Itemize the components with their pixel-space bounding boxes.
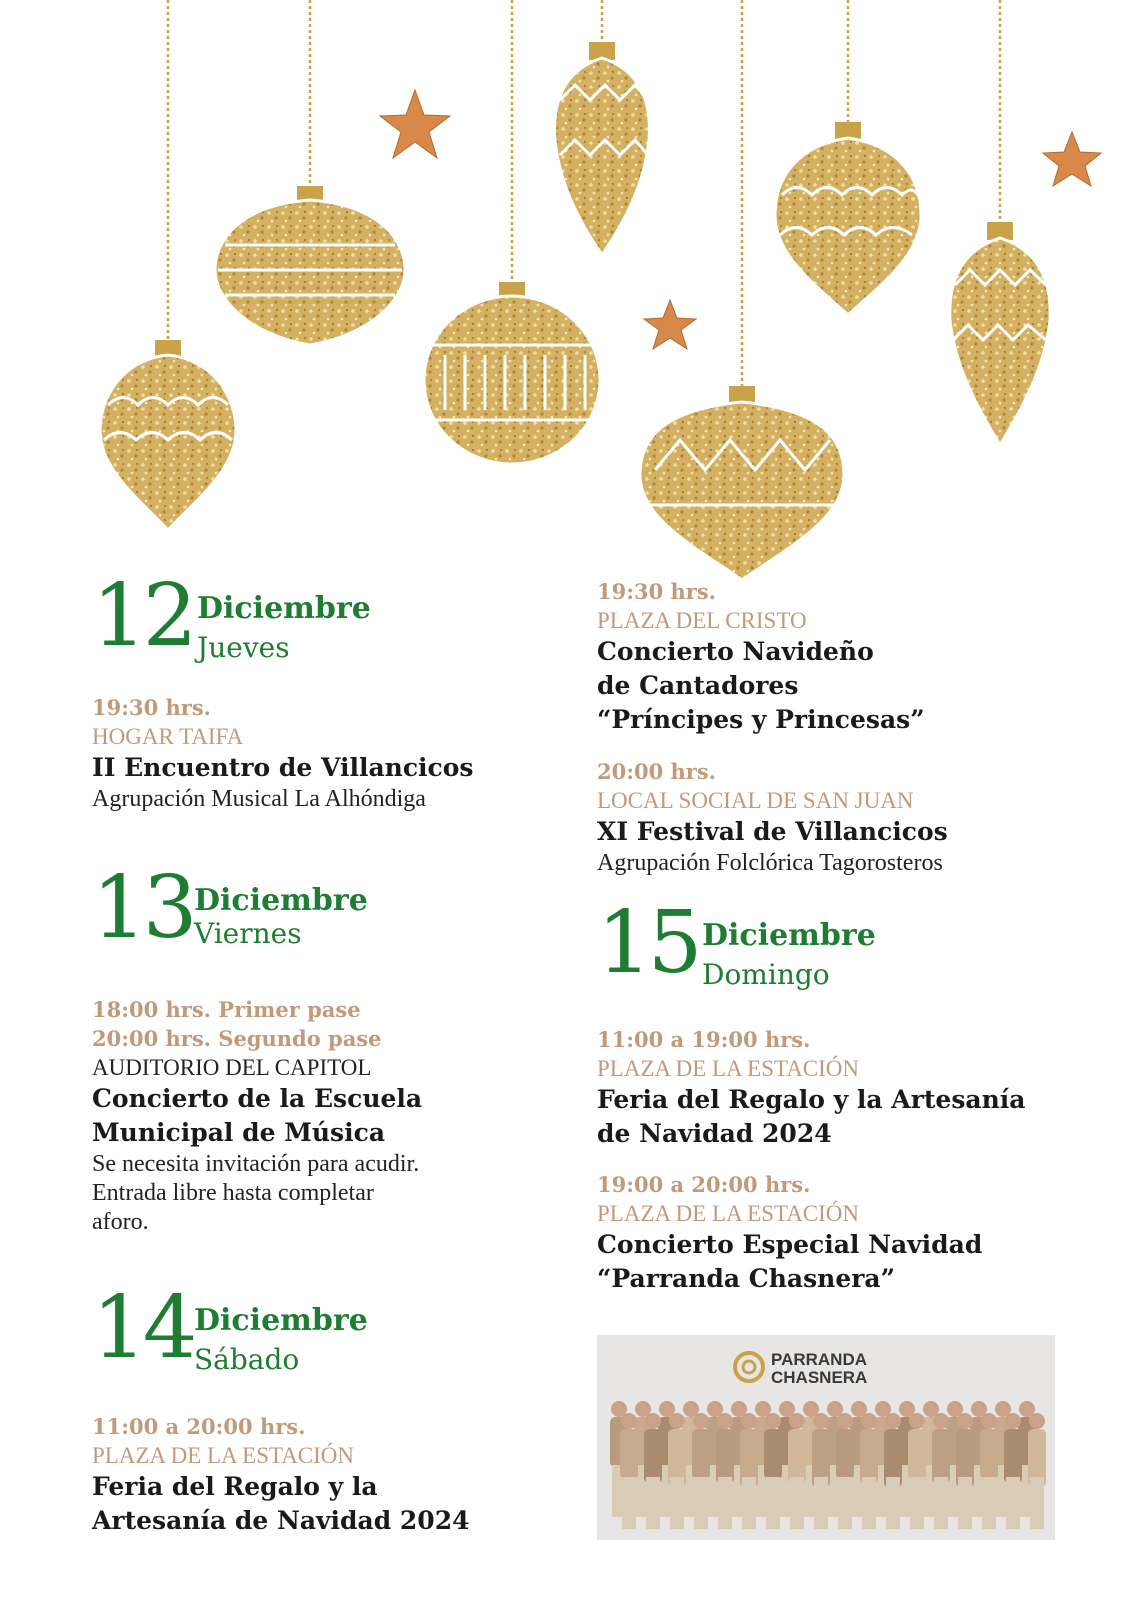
person-figure	[908, 1429, 926, 1479]
group-photo-illustration	[597, 1335, 1055, 1540]
person-figure	[645, 1413, 661, 1429]
person-figure	[886, 1477, 900, 1529]
people-group	[610, 1401, 1046, 1529]
person-figure	[669, 1413, 685, 1429]
person-figure	[861, 1413, 877, 1429]
event-place: PLAZA DE LA ESTACIÓN	[597, 1201, 860, 1226]
event-place: HOGAR TAIFA	[92, 724, 244, 749]
day-number: 14	[92, 1278, 194, 1378]
person-figure	[1005, 1413, 1021, 1429]
event-time: 19:30 hrs.	[92, 695, 211, 720]
person-figure	[1029, 1413, 1045, 1429]
event-time: 20:00 hrs. Segundo pase	[92, 1026, 382, 1051]
event-title: Feria del Regalo y la Artesanía de Navidad 2024	[597, 1085, 1026, 1148]
person-figure	[716, 1429, 734, 1483]
person-figure	[620, 1429, 638, 1479]
person-figure	[789, 1413, 805, 1429]
event-item	[597, 1170, 1117, 1296]
ornament-ball-icon	[640, 386, 844, 580]
event-title: Concierto de la Escuela Municipal de Música	[92, 1084, 423, 1147]
ornament-ball-icon	[424, 282, 600, 464]
person-figure	[693, 1413, 709, 1429]
person-figure	[790, 1477, 804, 1529]
event-subtitle: Se necesita invitación para acudir. Entrada libre hasta completar aforo.	[92, 1151, 420, 1235]
day-month: Diciembre	[194, 1303, 368, 1338]
day-weekday: Sábado	[194, 1343, 300, 1376]
ornament-ball-icon	[100, 340, 236, 530]
event-title: II Encuentro de Villancicos	[92, 753, 474, 782]
person-figure	[717, 1413, 733, 1429]
event-subtitle: Agrupación Folclórica Tagorosteros	[597, 850, 943, 876]
event-place: PLAZA DEL CRISTO	[597, 608, 807, 633]
event-title: Feria del Regalo y la Artesanía de Navidad 2024	[92, 1472, 470, 1535]
day-month: Diciembre	[194, 883, 368, 918]
star-icon	[380, 90, 450, 158]
person-figure	[694, 1477, 708, 1529]
day-weekday: Domingo	[702, 958, 830, 991]
person-figure	[622, 1477, 636, 1529]
person-figure	[885, 1413, 901, 1429]
event-item	[597, 757, 1117, 878]
person-figure	[813, 1413, 829, 1429]
day-number: 13	[92, 858, 194, 958]
day-weekday: Jueves	[197, 631, 290, 664]
event-time: 11:00 a 20:00 hrs.	[92, 1414, 306, 1439]
person-figure	[933, 1413, 949, 1429]
ornament-drop-icon	[950, 222, 1050, 445]
person-figure	[766, 1477, 780, 1529]
person-figure	[836, 1429, 854, 1479]
person-figure	[621, 1413, 637, 1429]
logo-text-2: CHASNERA	[771, 1368, 868, 1387]
event-item	[597, 577, 1067, 737]
person-figure	[860, 1429, 878, 1483]
person-figure	[646, 1477, 660, 1529]
logo-text-1: PARRANDA	[771, 1350, 868, 1369]
person-figure	[934, 1477, 948, 1529]
event-title: Concierto Navideño de Cantadores “Príncipes y Princesas”	[597, 637, 925, 734]
person-figure	[837, 1413, 853, 1429]
day-month: Diciembre	[197, 591, 371, 626]
event-item	[597, 1025, 1117, 1151]
person-figure	[741, 1413, 757, 1429]
day-number: 12	[92, 566, 194, 666]
person-figure	[958, 1477, 972, 1529]
day-month: Diciembre	[702, 918, 876, 953]
person-figure	[718, 1477, 732, 1529]
person-figure	[909, 1413, 925, 1429]
event-item	[92, 693, 562, 814]
event-time: 19:30 hrs.	[597, 579, 716, 604]
person-figure	[644, 1429, 662, 1483]
event-item	[92, 1412, 562, 1538]
event-item	[92, 995, 562, 1237]
person-figure	[982, 1477, 996, 1529]
person-figure	[765, 1413, 781, 1429]
person-figure	[814, 1477, 828, 1529]
star-icon	[1043, 132, 1101, 186]
star-icon	[644, 300, 696, 349]
event-place: LOCAL SOCIAL DE SAN JUAN	[597, 788, 914, 813]
person-figure	[1006, 1477, 1020, 1529]
day-weekday: Viernes	[194, 917, 302, 950]
person-figure	[692, 1429, 710, 1479]
person-figure	[980, 1429, 998, 1479]
person-figure	[788, 1429, 806, 1483]
person-figure	[742, 1477, 756, 1529]
event-title: Concierto Especial Navidad “Parranda Chasnera”	[597, 1230, 983, 1293]
ornament-drop-icon	[555, 42, 650, 255]
event-time: 18:00 hrs. Primer pase	[92, 997, 361, 1022]
person-figure	[838, 1477, 852, 1529]
person-figure	[670, 1477, 684, 1529]
ornament-ball-icon	[775, 122, 921, 315]
ornament-ball-icon	[215, 186, 405, 345]
event-subtitle: Agrupación Musical La Alhóndiga	[92, 786, 426, 812]
person-figure	[1030, 1477, 1044, 1529]
parranda-logo	[735, 1350, 867, 1387]
event-time: 19:00 a 20:00 hrs.	[597, 1172, 811, 1197]
person-figure	[910, 1477, 924, 1529]
event-time: 11:00 a 19:00 hrs.	[597, 1027, 811, 1052]
person-figure	[957, 1413, 973, 1429]
person-figure	[932, 1429, 950, 1483]
event-time: 20:00 hrs.	[597, 759, 716, 784]
day-number: 15	[597, 893, 699, 993]
person-figure	[862, 1477, 876, 1529]
event-title: XI Festival de Villancicos	[597, 817, 948, 846]
person-figure	[764, 1429, 782, 1479]
christmas-ornaments-decoration	[0, 0, 1131, 590]
group-photo	[597, 1335, 1055, 1540]
person-figure	[1004, 1429, 1022, 1483]
event-place: AUDITORIO DEL CAPITOL	[92, 1055, 372, 1080]
person-figure	[981, 1413, 997, 1429]
event-place: PLAZA DE LA ESTACIÓN	[597, 1056, 860, 1081]
event-place: PLAZA DE LA ESTACIÓN	[92, 1443, 355, 1468]
